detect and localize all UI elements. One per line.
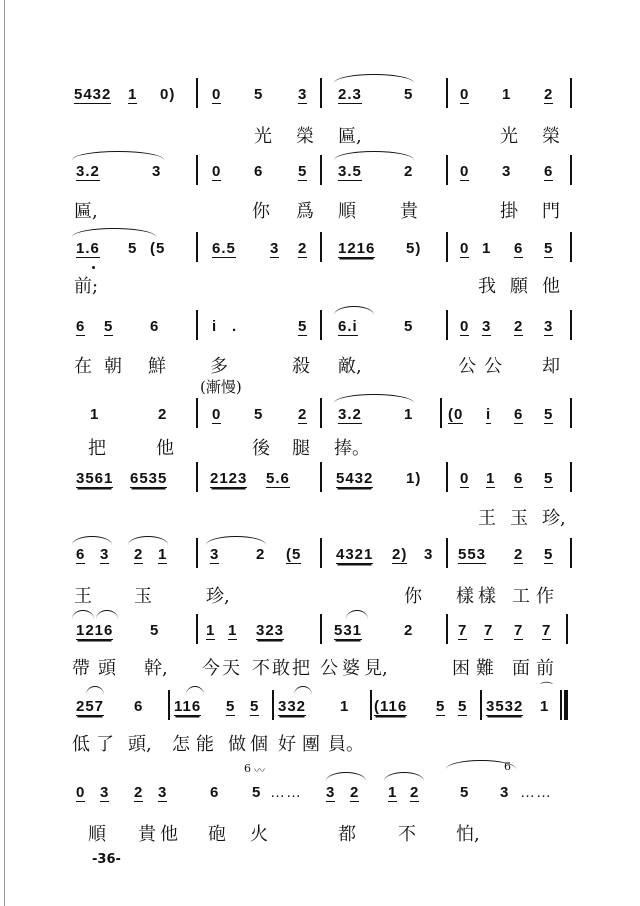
lyric: 貴: [400, 201, 418, 222]
note-group: 332: [278, 698, 307, 715]
note: 2: [158, 406, 168, 423]
note: 1: [158, 546, 168, 563]
barline: [196, 462, 198, 492]
note: 1: [90, 406, 100, 423]
note: 3.2: [338, 406, 362, 423]
lyric: 把: [88, 438, 106, 459]
lyric: 殺: [292, 356, 310, 377]
note: 5: [128, 240, 138, 257]
lyric: 都: [338, 824, 356, 845]
note: (5: [150, 240, 166, 257]
lyric: 捧。: [334, 438, 370, 459]
barline: [196, 538, 198, 568]
barline: [320, 155, 322, 185]
note: 1: [540, 698, 550, 715]
barline: [440, 398, 442, 428]
note: 6: [134, 698, 144, 715]
lyric: 工: [512, 586, 530, 607]
note: 1: [482, 240, 492, 257]
lyric: 怎: [172, 734, 190, 755]
lyric: 天: [222, 658, 240, 679]
lyric: 前: [536, 658, 554, 679]
lyric: 後: [252, 438, 270, 459]
lyric: 團: [302, 734, 320, 755]
barline: [196, 155, 198, 185]
barline: [320, 538, 322, 568]
final-barline-thick: [564, 690, 568, 720]
slur: [294, 686, 312, 695]
note: 0: [460, 240, 470, 257]
barline: [446, 78, 448, 108]
barline: [320, 78, 322, 108]
lyric: 見,: [364, 658, 388, 679]
note: 6.i: [338, 318, 358, 335]
lyric: 前;: [74, 276, 99, 297]
note: 5: [254, 86, 264, 103]
note: 6: [514, 240, 524, 257]
grace-note: 6: [504, 760, 511, 773]
barline: [570, 78, 572, 108]
barline: [320, 232, 322, 262]
slur: [72, 228, 156, 237]
note: 6: [150, 318, 160, 335]
lyric: 了: [96, 734, 114, 755]
barline: [196, 398, 198, 428]
trill-icon: 〰: [254, 764, 265, 777]
note: 0: [212, 406, 222, 423]
lyric: 困: [452, 658, 470, 679]
barline: [570, 462, 572, 492]
note: 7: [542, 622, 552, 639]
note: 2: [298, 240, 308, 257]
note: 6.5: [212, 240, 236, 257]
note-group: 323: [256, 622, 285, 639]
note: 2: [514, 318, 524, 335]
barline: [446, 614, 448, 644]
note-group: 553: [458, 546, 487, 563]
lyric: 貴: [138, 824, 156, 845]
barline: [320, 398, 322, 428]
barline: [566, 614, 568, 644]
slur: [96, 610, 118, 619]
barline: [446, 538, 448, 568]
note: 5: [104, 318, 114, 335]
note: 3: [424, 546, 434, 563]
note: 3: [544, 318, 554, 335]
note: 2): [392, 546, 408, 563]
lyric: 作: [536, 586, 554, 607]
lyric: 珍,: [542, 508, 566, 529]
note: 5: [404, 86, 414, 103]
slur: [186, 686, 204, 695]
note-group: 3532: [486, 698, 524, 715]
note: 6: [514, 406, 524, 423]
note: 7: [458, 622, 468, 639]
note-group: 1216: [338, 240, 376, 257]
note: 2: [404, 163, 414, 180]
note: 3: [270, 240, 280, 257]
note-group: 1216: [76, 622, 114, 639]
note: 1: [206, 622, 216, 639]
lyric: 王: [478, 508, 496, 529]
slur: [326, 772, 366, 781]
lyric: 樣: [478, 586, 496, 607]
note: 5: [544, 470, 554, 487]
note: 2: [256, 546, 266, 563]
final-barline-thin: [560, 690, 562, 720]
barline: [570, 310, 572, 340]
barline: [320, 462, 322, 492]
note: 3: [100, 546, 110, 563]
low-octave-dot: [92, 266, 95, 269]
note: 6: [514, 470, 524, 487]
note: 6: [210, 784, 220, 801]
lyric: 今: [202, 658, 220, 679]
lyric: 你: [252, 201, 270, 222]
note: 5: [226, 698, 236, 715]
note: 0: [460, 318, 470, 335]
lyric: 難: [476, 658, 494, 679]
lyric: 砲: [208, 824, 226, 845]
lyric: 幹,: [144, 658, 168, 679]
barline: [480, 690, 482, 720]
slur: [86, 686, 104, 695]
note-group: 2123: [210, 470, 248, 487]
note: 2: [514, 546, 524, 563]
note: 1): [406, 470, 422, 487]
lyric: 願: [510, 276, 528, 297]
lyric: 敵,: [338, 356, 362, 377]
barline: [570, 155, 572, 185]
lyric: 怕,: [456, 824, 480, 845]
note-group: 531: [334, 622, 363, 639]
lyric: 王: [74, 586, 92, 607]
note: 3.5: [338, 163, 362, 180]
lyric: 光: [254, 126, 272, 147]
barline: [570, 538, 572, 568]
lyric: 公: [320, 658, 338, 679]
lyric: 面: [512, 658, 530, 679]
note: 1: [486, 470, 496, 487]
lyric: 樣: [456, 586, 474, 607]
note: 6: [76, 318, 86, 335]
lyric: 員。: [328, 734, 364, 755]
note: 3: [152, 163, 162, 180]
lyric: 把: [292, 658, 310, 679]
note: 3: [298, 86, 308, 103]
lyric: 他: [160, 824, 178, 845]
slur: [72, 610, 94, 619]
note-group: 5432: [74, 86, 112, 103]
note-group: 3561: [76, 470, 114, 487]
barline: [370, 690, 372, 720]
lyric: 鮮: [148, 356, 166, 377]
slur: [72, 536, 112, 545]
note: 1: [228, 622, 238, 639]
lyric: 不: [252, 658, 270, 679]
lyric: 順: [338, 201, 356, 222]
slur: [384, 772, 424, 781]
lyric: 他: [542, 276, 560, 297]
note-group: (116: [374, 698, 408, 715]
barline: [272, 690, 274, 720]
barline: [196, 310, 198, 340]
note: i: [486, 406, 492, 423]
lyric: 好: [278, 734, 296, 755]
page-number: -36-: [92, 852, 121, 867]
note: 3: [482, 318, 492, 335]
note: 5: [460, 784, 470, 801]
note: 5: [254, 406, 264, 423]
barline: [196, 232, 198, 262]
slur: [334, 151, 414, 160]
barline: [320, 310, 322, 340]
note: 6: [544, 163, 554, 180]
slur: [72, 151, 164, 160]
note: 1: [128, 86, 138, 103]
note: 7: [514, 622, 524, 639]
barline: [446, 462, 448, 492]
note: 6: [76, 546, 86, 563]
lyric: 頭: [98, 658, 116, 679]
lyric: 能: [196, 734, 214, 755]
note: 2: [410, 784, 420, 801]
slur: [334, 306, 374, 315]
note: 5: [298, 163, 308, 180]
lyric: 你: [404, 586, 422, 607]
slur: [334, 394, 414, 403]
note: 5: [544, 406, 554, 423]
note: 3.2: [76, 163, 100, 180]
note: 5: [458, 698, 468, 715]
lyric: 婆: [342, 658, 360, 679]
note: 5: [250, 698, 260, 715]
note: 0: [76, 784, 86, 801]
note: 7: [484, 622, 494, 639]
lyric: 門: [542, 201, 560, 222]
note-group: 6535: [130, 470, 168, 487]
note: 3: [500, 784, 510, 801]
lyric: 公: [484, 356, 502, 377]
lyric: 做: [228, 734, 246, 755]
lyric: 珍,: [206, 586, 230, 607]
lyric: 光: [500, 126, 518, 147]
dots: ……: [270, 784, 302, 801]
slur: [346, 610, 368, 619]
dots: ……: [520, 784, 552, 801]
lyric: 個: [250, 734, 268, 755]
lyric: 榮: [296, 126, 314, 147]
note: 5: [298, 318, 308, 335]
note: 2: [544, 86, 554, 103]
note: 0: [212, 163, 222, 180]
lyric: 火: [250, 824, 268, 845]
note: 0: [460, 470, 470, 487]
note: .: [232, 318, 238, 335]
lyric: 在: [74, 356, 92, 377]
barline: [196, 614, 198, 644]
note: 2: [404, 622, 414, 639]
note: 6: [254, 163, 264, 180]
note: 5: [252, 784, 262, 801]
note: 2: [134, 784, 144, 801]
lyric: 他: [156, 438, 174, 459]
note: (0: [448, 406, 464, 423]
note: 2: [298, 406, 308, 423]
lyric: 却: [542, 356, 560, 377]
lyric: 敢: [272, 658, 290, 679]
note: 2.3: [338, 86, 362, 103]
fermata-icon: ⌒: [540, 682, 554, 697]
grace-note: 6: [244, 762, 251, 775]
note: 0: [460, 163, 470, 180]
lyric: 帶: [72, 658, 90, 679]
barline: [570, 232, 572, 262]
lyric: 匾,: [338, 126, 362, 147]
note: 3: [326, 784, 336, 801]
lyric: 匾,: [74, 201, 98, 222]
lyric: 爲: [296, 201, 314, 222]
note: 3: [502, 163, 512, 180]
note: 0: [460, 86, 470, 103]
barline: [446, 232, 448, 262]
note: 1: [388, 784, 398, 801]
note: 2: [350, 784, 360, 801]
note-group: 5432: [336, 470, 374, 487]
lyric: 我: [478, 276, 496, 297]
lyric: 頭,: [128, 734, 152, 755]
lyric: 榮: [542, 126, 560, 147]
page-edge-rule: [4, 0, 5, 906]
note: (5: [286, 546, 302, 563]
note: 5: [150, 622, 160, 639]
barline: [320, 614, 322, 644]
barline: [446, 155, 448, 185]
barline: [196, 78, 198, 108]
note: 1: [340, 698, 350, 715]
barline: [168, 690, 170, 720]
note: 3: [210, 546, 220, 563]
note: 3: [100, 784, 110, 801]
note: 5: [404, 318, 414, 335]
note: 5: [436, 698, 446, 715]
lyric: 玉: [510, 508, 528, 529]
barline: [446, 310, 448, 340]
note: 5: [544, 240, 554, 257]
lyric: 玉: [134, 586, 152, 607]
lyric: 順: [88, 824, 106, 845]
note: i: [212, 318, 218, 335]
lyric: 掛: [500, 201, 518, 222]
note: 5: [544, 546, 554, 563]
lyric: 不: [398, 824, 416, 845]
lyric: 朝: [104, 356, 122, 377]
note-group: 257: [76, 698, 105, 715]
tempo-marking: (漸慢): [200, 378, 242, 396]
lyric: 公: [458, 356, 476, 377]
note: 0: [212, 86, 222, 103]
slur: [128, 536, 168, 545]
note: 5.6: [266, 470, 290, 487]
barline: [570, 398, 572, 428]
note: 2: [134, 546, 144, 563]
lyric: 腿: [292, 438, 310, 459]
note: 5): [406, 240, 422, 257]
note: 1: [502, 86, 512, 103]
note: 1: [404, 406, 414, 423]
lyric: 低: [72, 734, 90, 755]
slur: [334, 74, 414, 83]
lyric: 多: [210, 356, 228, 377]
note: 3: [158, 784, 168, 801]
note: 0): [160, 86, 176, 103]
note-group: 116: [174, 698, 202, 715]
note-group: 4321: [336, 546, 374, 563]
slur: [206, 536, 266, 545]
note: 1.6: [76, 240, 100, 257]
